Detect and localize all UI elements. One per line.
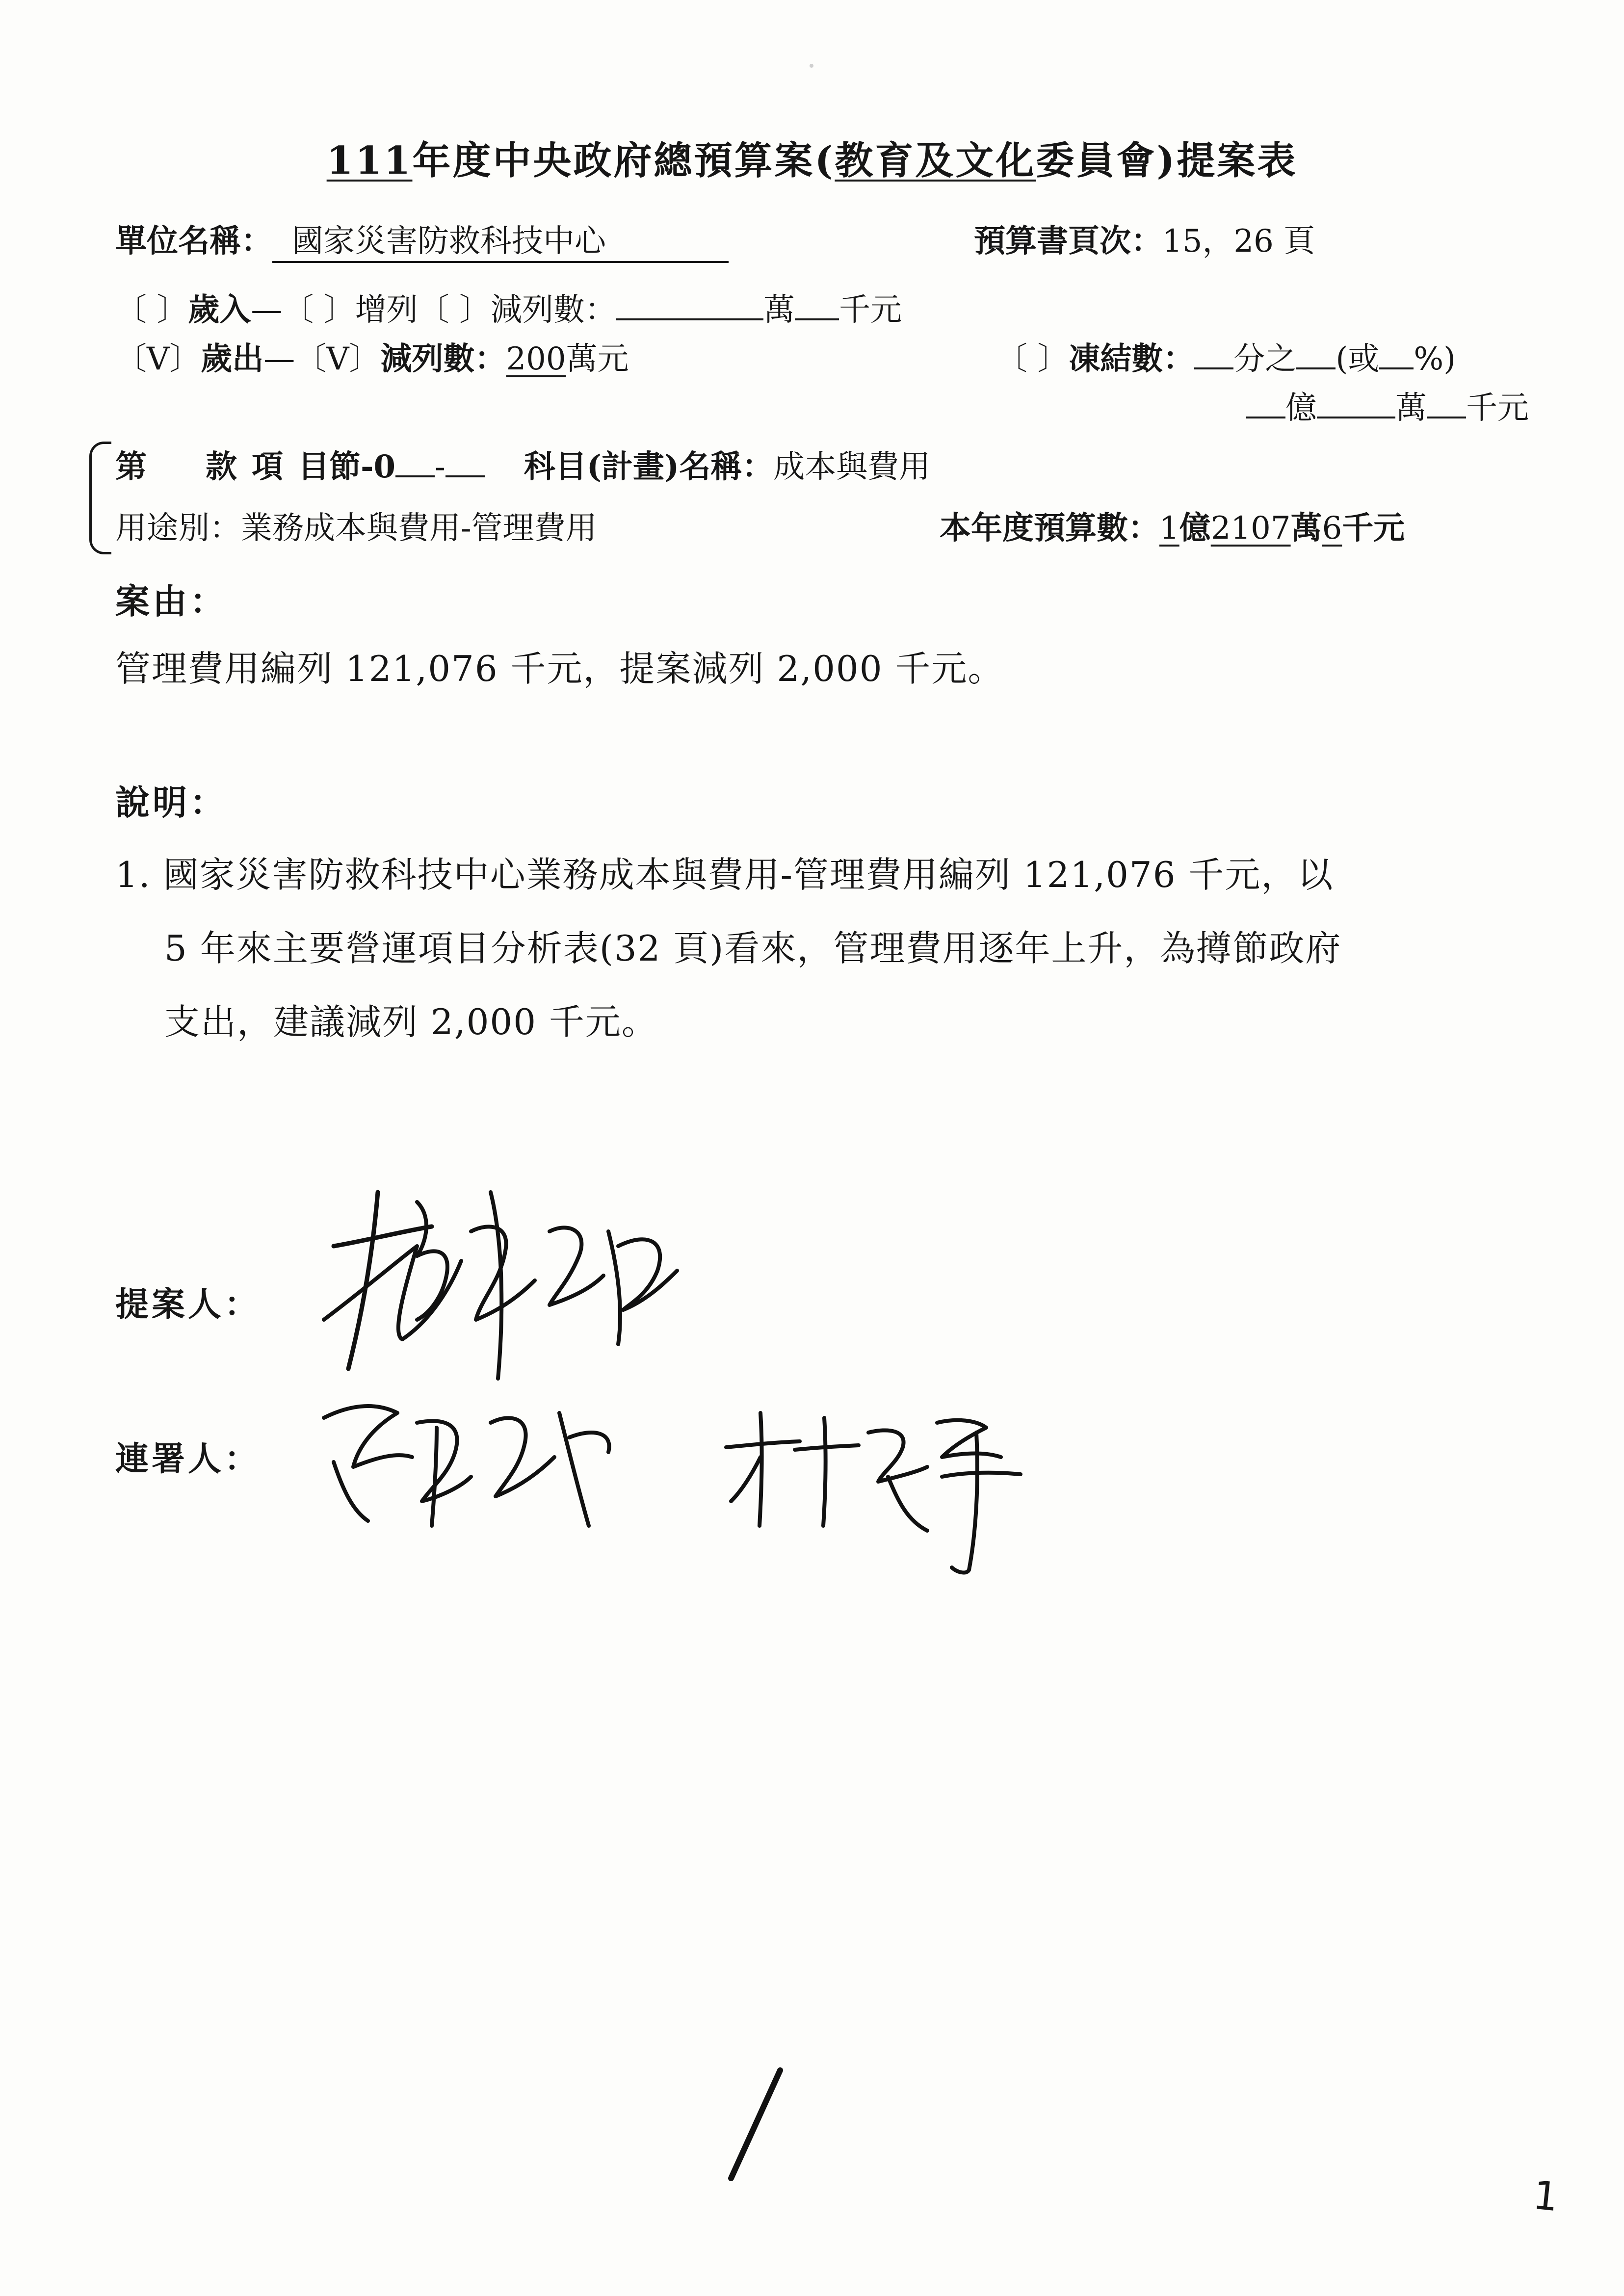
budget-yi: 1 [1159, 510, 1179, 547]
increase-label: 增列 [355, 292, 418, 328]
title-committee: 教育及文化 [835, 138, 1036, 183]
title-pre: 年度中央政府總預算案( [412, 138, 835, 183]
item-di: 第 [115, 448, 147, 485]
frozen-wan-blank [1317, 387, 1395, 418]
budget-wan-unit: 萬 [1290, 510, 1322, 547]
budget-yi-unit: 億 [1179, 510, 1211, 547]
frozen-checkbox: 〔 〕 [996, 341, 1069, 377]
frozen-or: (或 [1336, 341, 1380, 377]
explanation-line-2: 5 年來主要營運項目分析表(32 頁)看來，管理費用逐年上升，為撙節政府 [164, 928, 1342, 969]
revenue-qian: 千元 [839, 292, 902, 328]
expenditure-checkbox: 〔V〕 [115, 341, 201, 377]
increase-checkbox: 〔 〕 [282, 292, 355, 328]
item-bracket [89, 442, 111, 554]
cosigner-signature-2 [721, 1403, 1035, 1580]
frozen-qian-blank [1427, 387, 1466, 418]
frozen-yi: 億 [1285, 390, 1317, 426]
expenditure-dash: — [263, 341, 295, 377]
title-year: 111 [326, 138, 413, 183]
page-ref-label: 預算書頁次： [974, 223, 1162, 260]
item-row [115, 442, 930, 487]
item-dash: - [435, 449, 445, 485]
unit-value: 國家災害防救科技中心 [272, 216, 729, 263]
frozen-label: 凍結數： [1069, 340, 1195, 377]
item-xiang: 項 [252, 448, 283, 485]
expenditure-row [115, 334, 629, 379]
frozen-yi-blank [1246, 387, 1285, 418]
center-slash-mark [716, 2061, 795, 2188]
budget-label: 本年度預算數： [940, 510, 1159, 547]
proposer-label: 提案人： [115, 1285, 261, 1324]
frozen-row [996, 334, 1456, 379]
subject-label: 科目(計畫)名稱： [524, 448, 774, 485]
item-kuan: 款 [206, 448, 237, 485]
use-row [115, 503, 597, 548]
frozen-denom-blank [1296, 338, 1336, 369]
reason-text: 管理費用編列 121,076 千元，提案減列 2,000 千元。 [115, 648, 1004, 689]
form-title [0, 130, 1624, 185]
revenue-checkbox: 〔 〕 [115, 292, 188, 328]
cosigner-signature-1 [314, 1383, 657, 1540]
page-ref [974, 216, 1315, 261]
frozen-wan: 萬 [1395, 390, 1427, 426]
decrease-checkbox: 〔 〕 [418, 292, 491, 328]
budget-wan: 2107 [1210, 510, 1291, 547]
revenue-dash: — [251, 292, 283, 328]
budget-qian-unit: 千元 [1342, 510, 1405, 547]
frozen-fraction: 分之 [1233, 341, 1297, 377]
use-label: 用途別： [115, 510, 241, 547]
revenue-row [115, 285, 902, 330]
explanation-heading: 說明： [115, 782, 227, 823]
corner-page-mark: 1 [1531, 2172, 1561, 2220]
revenue-wan-blank [616, 288, 763, 320]
frozen-qian: 千元 [1466, 390, 1529, 426]
frozen-num-blank [1194, 338, 1233, 369]
unit-row [115, 216, 729, 263]
subject-value: 成本與費用 [773, 449, 931, 485]
frozen-pct: %) [1414, 341, 1456, 377]
item-mujie: 目節-0 [298, 448, 396, 485]
exp-decrease-unit: 萬元 [566, 341, 629, 377]
exp-decrease-label: 減列數： [380, 340, 506, 377]
frozen-pct-blank [1379, 338, 1414, 369]
unit-label: 單位名稱： [115, 223, 272, 260]
item-mujie-blank1 [395, 445, 435, 477]
budget-qian: 6 [1322, 510, 1342, 547]
exp-decrease-amount: 200 [506, 341, 566, 377]
revenue-wan: 萬 [763, 292, 795, 328]
expenditure-label: 歲出 [201, 340, 264, 377]
frozen-amount-row [1246, 383, 1529, 428]
reason-heading: 案由： [115, 581, 227, 622]
explanation-line-3: 支出，建議減列 2,000 千元。 [164, 1001, 658, 1043]
explanation-line-1: 1. 國家災害防救科技中心業務成本與費用-管理費用編列 121,076 千元，以 [115, 854, 1334, 895]
item-mujie-blank2 [445, 445, 485, 477]
title-post: 委員會)提案表 [1036, 138, 1298, 183]
decrease-label: 減列數： [491, 292, 617, 328]
proposer-signature [304, 1173, 697, 1388]
scan-speck [810, 64, 813, 68]
budget-row [940, 503, 1405, 548]
use-value: 業務成本與費用-管理費用 [241, 510, 597, 547]
revenue-label: 歲入 [188, 291, 251, 328]
revenue-qian-blank [795, 288, 839, 320]
exp-decrease-checkbox: 〔V〕 [295, 341, 381, 377]
cosigner-label: 連署人： [115, 1439, 261, 1479]
page-ref-value: 15，26 頁 [1162, 223, 1315, 260]
